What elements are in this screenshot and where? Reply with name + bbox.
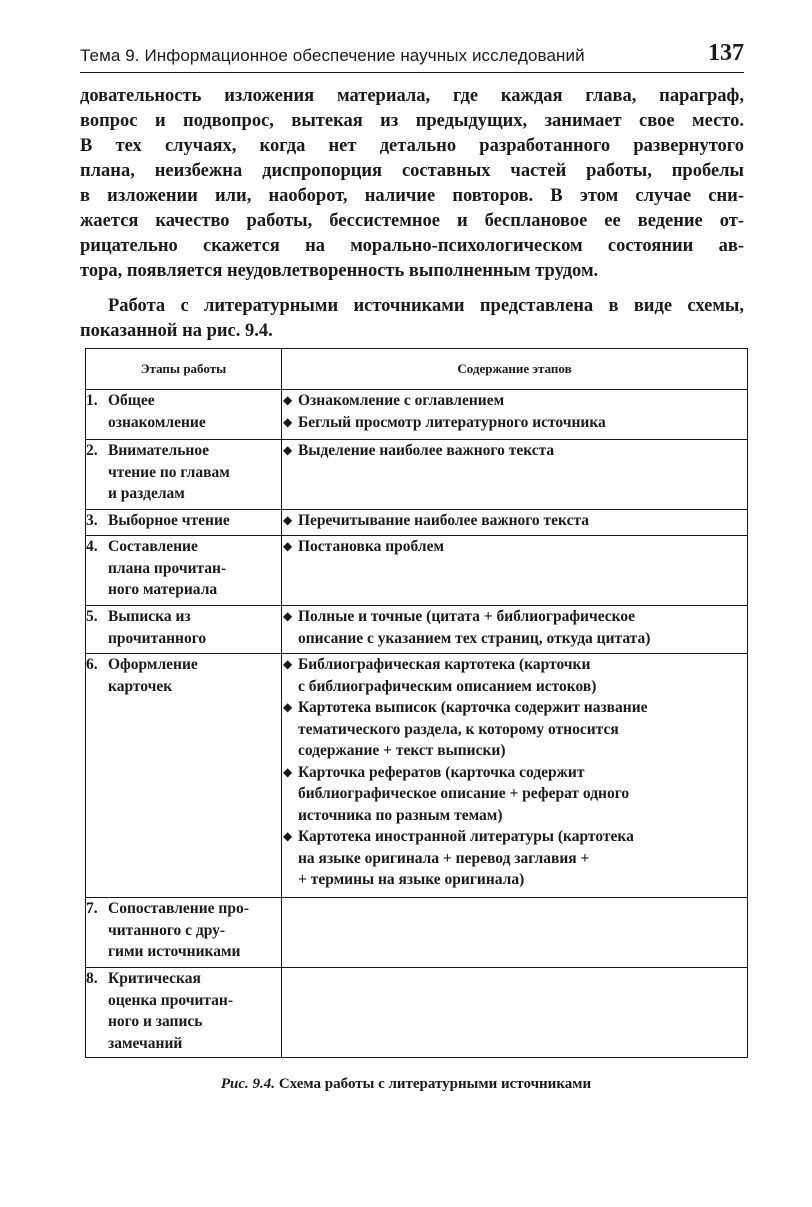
content-item (282, 697, 747, 762)
text-line: В тех случаях, когда нет детально разработанного развернутого (80, 136, 744, 156)
stage-number: 1. (86, 392, 98, 409)
figure-caption-text: Схема работы с литературными источниками (278, 1076, 592, 1092)
content-item-line: Беглый просмотр литературного источника (298, 413, 606, 431)
stage-cell (86, 606, 282, 654)
diamond-bullet-icon: ◆ (283, 657, 293, 671)
table-body (86, 390, 748, 1058)
text-line: в изложении или, наоборот, наличие повторов. В этом случае сни- (80, 186, 744, 206)
stage-name-line: Оформление (108, 656, 198, 673)
content-item-line: источника по разным темам) (298, 806, 503, 824)
stage-name-line: оценка прочитан- (108, 991, 234, 1009)
content-item (282, 412, 747, 434)
content-item-line: Карточка рефератов (карточка содержит (298, 763, 585, 781)
content-item-line: с библиографическим описанием истоков) (298, 677, 597, 695)
column-header-content: Содержание этапов (282, 349, 748, 390)
chapter-title: Тема 9. Информационное обеспечение научных исследований (80, 46, 585, 65)
table-row (86, 440, 748, 510)
content-item (282, 762, 747, 827)
stage-name-line: читанного с дру- (108, 921, 226, 939)
text-line: плана, неизбежна диспропорция составных частей работы, пробелы (80, 161, 744, 181)
text-line: рицательно скажется на морально-психологическом состоянии ав- (80, 236, 744, 256)
stage-name (108, 510, 272, 532)
text-line: довательность изложения материала, где каждая глава, параграф, (80, 86, 744, 106)
content-item-line: Постановка проблем (298, 538, 445, 555)
content-cell (282, 440, 748, 510)
content-item-line: Перечитывание наиболее важного текста (298, 512, 589, 529)
stage-name (108, 654, 272, 697)
content-item (282, 440, 747, 462)
content-cell (282, 390, 748, 440)
stage-name-line: ознакомление (108, 413, 206, 431)
content-item-line: Картотека иностранной литературы (картотека (298, 828, 634, 845)
content-cell (282, 606, 748, 654)
diamond-bullet-icon: ◆ (283, 443, 293, 457)
content-item (282, 390, 747, 412)
stage-number: 5. (86, 608, 98, 625)
stage-name (108, 536, 272, 601)
content-cell (282, 536, 748, 606)
diamond-bullet-icon: ◆ (283, 764, 293, 779)
diamond-bullet-icon: ◆ (283, 539, 293, 553)
stage-name-line: чтение по главам (108, 463, 230, 481)
paragraph-2 (80, 294, 744, 344)
content-item (282, 826, 747, 891)
content-item-line: описание с указанием тех страниц, откуда цитата) (298, 629, 651, 647)
stage-number: 8. (86, 970, 98, 987)
content-cell (282, 968, 748, 1058)
body-text (80, 84, 744, 344)
content-item-line: тематического раздела, к которому относится (298, 720, 619, 738)
table-row (86, 606, 748, 654)
content-cell (282, 898, 748, 968)
content-item-line: + термины на языке оригинала) (298, 871, 525, 888)
content-cell (282, 654, 748, 898)
stage-name-line: Общее (108, 392, 155, 409)
stage-number: 3. (86, 512, 98, 529)
text-line: Работа с литературными источниками представлена в виде схемы, (108, 296, 744, 316)
stage-name-line: прочитанного (108, 629, 207, 647)
content-item-line: содержание + текст выписки) (298, 742, 506, 759)
figure-caption (0, 1076, 812, 1093)
content-cell (282, 510, 748, 536)
stage-cell (86, 390, 282, 440)
stage-name (108, 968, 272, 1054)
stage-name-line: и разделам (108, 485, 185, 502)
stage-name-line: гими источниками (108, 943, 241, 960)
table-row (86, 968, 748, 1058)
figure-label: Рис. 9.4. (220, 1076, 276, 1092)
content-item-line: Картотека выписок (карточка содержит название (298, 699, 648, 716)
column-header-stages: Этапы работы (86, 349, 282, 390)
stage-number: 4. (86, 538, 98, 555)
content-item-line: Выделение наиболее важного текста (298, 442, 555, 459)
stage-name-line: плана прочитан- (108, 559, 227, 577)
stage-name-line: Сопоставление про- (108, 900, 249, 917)
stage-name-line: ного и запись (108, 1013, 203, 1030)
content-item (282, 536, 747, 558)
stage-name-line: Выборное чтение (108, 512, 230, 529)
page-number: 137 (708, 40, 744, 66)
text-line: вопрос и подвопрос, вытекая из предыдущих, занимает свое место. (80, 111, 744, 131)
content-item (282, 510, 747, 532)
content-item-line: библиографическое описание + реферат одного (298, 785, 630, 802)
text-line: тора, появляется неудовлетворенность выполненным трудом. (80, 261, 599, 281)
text-line: жается качество работы, бессистемное и бесплановое ее ведение от- (80, 211, 744, 231)
stage-name-line: ного материала (108, 581, 218, 598)
stage-number: 2. (86, 442, 98, 459)
diamond-bullet-icon: ◆ (283, 829, 293, 843)
running-header (80, 38, 744, 73)
diamond-bullet-icon: ◆ (283, 393, 293, 407)
table-header-row (86, 349, 748, 390)
content-item (282, 654, 747, 697)
stage-name-line: Составление (108, 538, 198, 555)
text-line: показанной на рис. 9.4. (80, 321, 273, 341)
table-row (86, 654, 748, 898)
stage-name (108, 440, 272, 505)
table-row (86, 898, 748, 968)
stage-cell (86, 654, 282, 898)
stage-name (108, 898, 272, 963)
stage-cell (86, 898, 282, 968)
table-row (86, 510, 748, 536)
stage-name-line: Внимательное (108, 442, 209, 459)
diamond-bullet-icon: ◆ (283, 513, 293, 527)
stage-cell (86, 536, 282, 606)
stage-name-line: карточек (108, 677, 173, 695)
content-item (282, 606, 747, 649)
content-item-line: на языке оригинала + перевод заглавия + (298, 849, 590, 867)
table-row (86, 390, 748, 440)
content-item-line: Полные и точные (цитата + библиографическое (298, 608, 636, 625)
work-stages-table (85, 348, 748, 1058)
content-item-line: Библиографическая картотека (карточки (298, 656, 591, 673)
stage-name-line: Выписка из (108, 608, 191, 625)
stage-name (108, 606, 272, 649)
stage-number: 6. (86, 656, 98, 673)
stage-name-line: Критическая (108, 970, 201, 987)
diamond-bullet-icon: ◆ (283, 700, 293, 714)
diamond-bullet-icon: ◆ (283, 414, 293, 429)
stage-name-line: замечаний (108, 1034, 183, 1052)
stage-cell (86, 440, 282, 510)
stage-number: 7. (86, 900, 98, 917)
content-item-line: Ознакомление с оглавлением (298, 392, 505, 409)
stage-name (108, 390, 272, 433)
diamond-bullet-icon: ◆ (283, 609, 293, 623)
table-row (86, 536, 748, 606)
stage-cell (86, 968, 282, 1058)
stage-cell (86, 510, 282, 536)
paragraph-1 (80, 84, 744, 284)
